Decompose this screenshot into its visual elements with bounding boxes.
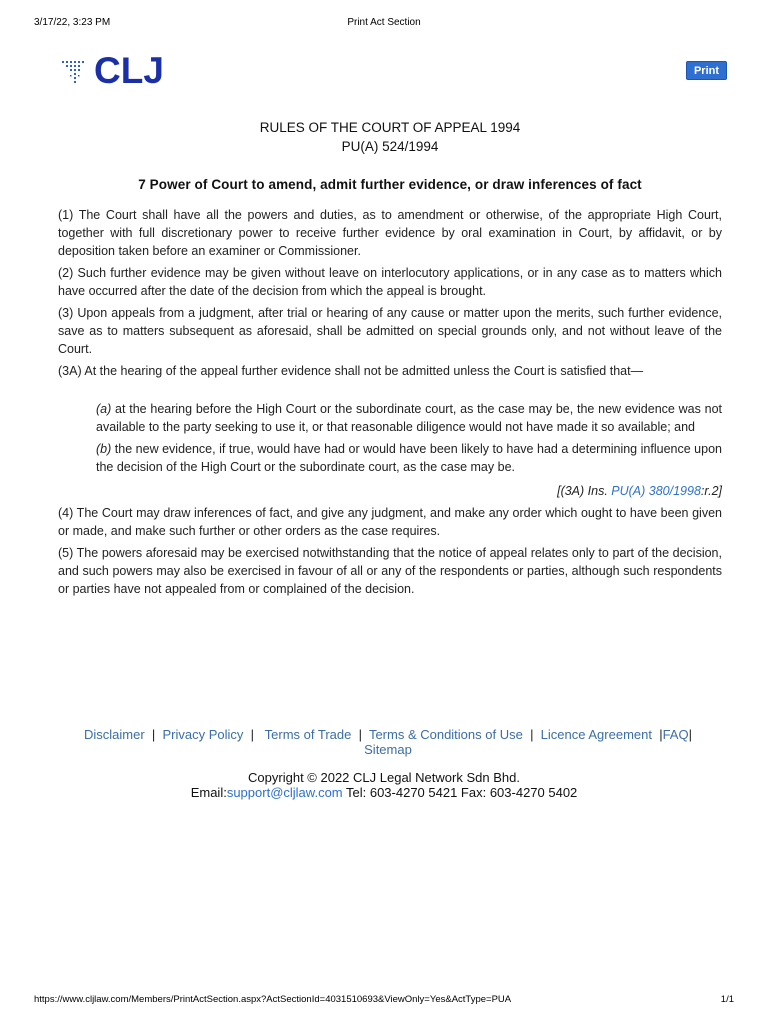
copyright-text: Copyright © 2022 CLJ Legal Network Sdn Bhd. bbox=[248, 770, 520, 785]
paragraph-2: (2) Such further evidence may be given without leave on interlocutory applications, or in any case as to matters which have occurred after the date of the decision from which the appeal is brought. bbox=[58, 266, 722, 298]
paragraph-1: (1) The Court shall have all the powers and duties, as to amendment or otherwise, of the appropriate High Court, together with full discretionary power to receive further evidence by oral examination in Court, by affidavit, or by deposition taken before an examiner or Commissioner. bbox=[58, 208, 722, 258]
copyright-block bbox=[0, 770, 768, 800]
footer-link-terms-of-trade[interactable]: Terms of Trade bbox=[264, 727, 352, 742]
logo-text: CLJ bbox=[94, 50, 164, 91]
act-number: PU(A) 524/1994 bbox=[341, 139, 439, 154]
footer-link-faq[interactable]: FAQ bbox=[662, 727, 689, 742]
print-url: https://www.cljlaw.com/Members/PrintActSection.aspx?ActSectionId=4031510693&ViewOnly=Yes&ActType=PUA bbox=[34, 994, 512, 1005]
clj-logo bbox=[60, 52, 164, 89]
footer-link-licence-agreement[interactable]: Licence Agreement bbox=[540, 727, 652, 742]
paragraph-3: (3) Upon appeals from a judgment, after trial or hearing of any cause or matter upon the merits, such further evidence, save as to matters subsequent as aforesaid, shall be admitted on special grounds only, and not without leave of the Court. bbox=[58, 306, 722, 356]
subparagraph-b bbox=[96, 440, 722, 476]
subparagraph-a-text: at the hearing before the High Court or the subordinate court, as the case may be, the new evidence was not available to the party seeking to use it, or that reasonable diligence would not have made it so available; and bbox=[96, 402, 722, 434]
subparagraph-a-label: (a) bbox=[96, 402, 112, 416]
paragraph-5: (5) The powers aforesaid may be exercised notwithstanding that the notice of appeal relates only to part of the decision, and such powers may also be exercised in favour of all or any of the respondents or parties, although such respondents or parties have not appealed from or complained of the decision. bbox=[58, 546, 722, 596]
spacer bbox=[58, 384, 722, 400]
amendment-suffix: :r.2] bbox=[700, 484, 722, 498]
footer-link-privacy-policy[interactable]: Privacy Policy bbox=[162, 727, 244, 742]
print-timestamp: 3/17/22, 3:23 PM bbox=[34, 17, 111, 28]
footer-links: Disclaimer | Privacy Policy | Terms of Trade | Terms & Conditions of Use | Licence Agreement |FAQ| Sitemap bbox=[84, 727, 692, 757]
print-page-title: Print Act Section bbox=[347, 17, 421, 28]
logo-dots-icon bbox=[60, 55, 92, 87]
footer-link-disclaimer[interactable]: Disclaimer bbox=[84, 727, 145, 742]
act-title: RULES OF THE COURT OF APPEAL 1994 bbox=[259, 120, 521, 135]
email-label: Email: bbox=[190, 785, 227, 800]
subparagraph-b-label: (b) bbox=[96, 442, 112, 456]
subparagraph-a bbox=[96, 400, 722, 436]
act-section-content bbox=[58, 118, 722, 602]
contact-line bbox=[0, 785, 768, 800]
print-button[interactable]: Print bbox=[686, 61, 727, 80]
page-number: 1/1 bbox=[720, 994, 734, 1005]
section-heading: 7 Power of Court to amend, admit further evidence, or draw inferences of fact bbox=[138, 177, 642, 192]
amendment-prefix: [(3A) Ins. bbox=[557, 484, 612, 498]
paragraph-4: (4) The Court may draw inferences of fact, and give any judgment, and make any order which ought to have been given or made, and make such further or other orders as the case requires. bbox=[58, 506, 722, 538]
amendment-link[interactable]: PU(A) 380/1998 bbox=[611, 484, 701, 498]
footer-link-terms-conditions[interactable]: Terms & Conditions of Use bbox=[368, 727, 523, 742]
paragraph-3a: (3A) At the hearing of the appeal further evidence shall not be admitted unless the Court is satisfied that— bbox=[58, 364, 644, 378]
subparagraph-b-text: the new evidence, if true, would have had or would have been likely to have had a determining influence upon the decision of the High Court or the subordinate court, as the case may be. bbox=[96, 442, 722, 474]
contact-numbers: Tel: 603-4270 5421 Fax: 603-4270 5402 bbox=[342, 785, 578, 800]
amendment-note bbox=[58, 482, 722, 500]
footer-link-sitemap[interactable]: Sitemap bbox=[364, 742, 412, 757]
support-email-link[interactable]: support@cljlaw.com bbox=[226, 785, 343, 800]
